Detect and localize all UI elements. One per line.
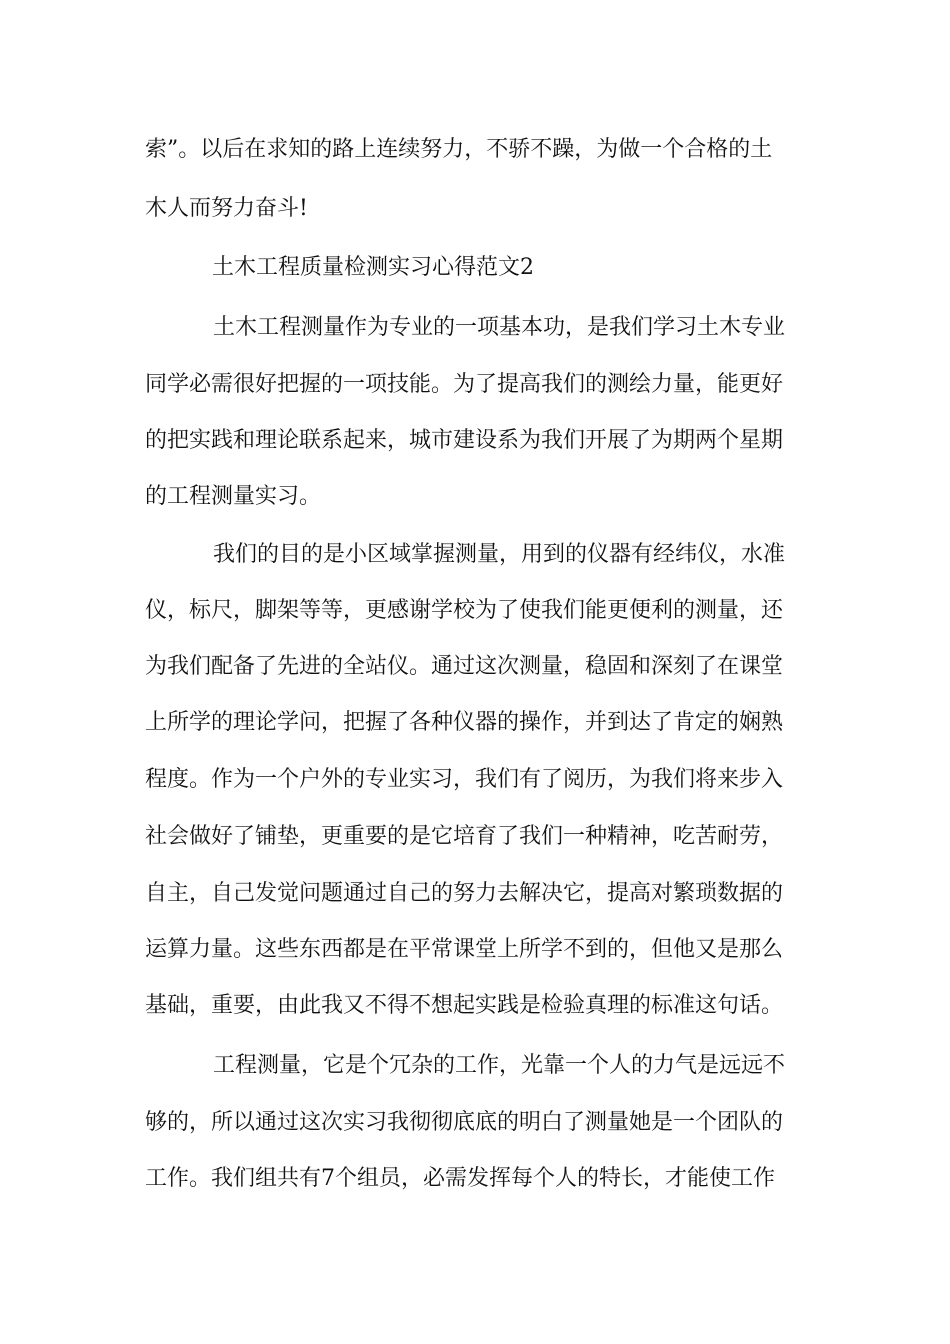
paragraph-line: 程度。作为一个户外的专业实习，我们有了阅历，为我们将来步入 (145, 767, 784, 792)
paragraph-line: 的工程测量实习。 (145, 484, 322, 509)
paragraph-line: 为我们配备了先进的全站仪。通过这次测量，稳固和深刻了在课堂 (145, 654, 784, 679)
paragraph-line: 木人而努力奋斗! (145, 196, 308, 221)
paragraph-line: 运算力量。这些东西都是在平常课堂上所学不到的，但他又是那么 (145, 937, 784, 962)
paragraph-line: 工程测量，它是个冗杂的工作，光靠一个人的力气是远远不 (213, 1053, 786, 1078)
paragraph-line: 工作。我们组共有7个组员，必需发挥每个人的特长，才能使工作 (145, 1166, 775, 1191)
paragraph-line: 社会做好了铺垫，更重要的是它培育了我们一种精神，吃苦耐劳， (145, 824, 784, 849)
paragraph-line: 土木工程测量作为专业的一项基本功，是我们学习土木专业 (213, 315, 786, 340)
paragraph-line: 上所学的理论学问，把握了各种仪器的操作，并到达了肯定的娴熟 (145, 710, 784, 735)
paragraph-line: 够的，所以通过这次实习我彻彻底底的明白了测量她是一个团队的 (145, 1110, 784, 1135)
paragraph-line: 同学必需很好把握的一项技能。为了提高我们的测绘力量，能更好 (145, 372, 784, 397)
paragraph-line: 仪，标尺，脚架等等，更感谢学校为了使我们能更便利的测量，还 (145, 598, 784, 623)
paragraph-line: 基础，重要，由此我又不得不想起实践是检验真理的标准这句话。 (145, 993, 784, 1018)
paragraph-line: 自主，自己发觉问题通过自己的努力去解决它，提高对繁琐数据的 (145, 881, 784, 906)
paragraph-line: 我们的目的是小区域掌握测量，用到的仪器有经纬仪，水准 (213, 542, 786, 567)
paragraph-line: 的把实践和理论联系起来，城市建设系为我们开展了为期两个星期 (145, 428, 784, 453)
paragraph-line: 索”。以后在求知的路上连续努力，不骄不躁，为做一个合格的土 (145, 137, 773, 162)
section-title: 土木工程质量检测实习心得范文2 (212, 255, 534, 280)
